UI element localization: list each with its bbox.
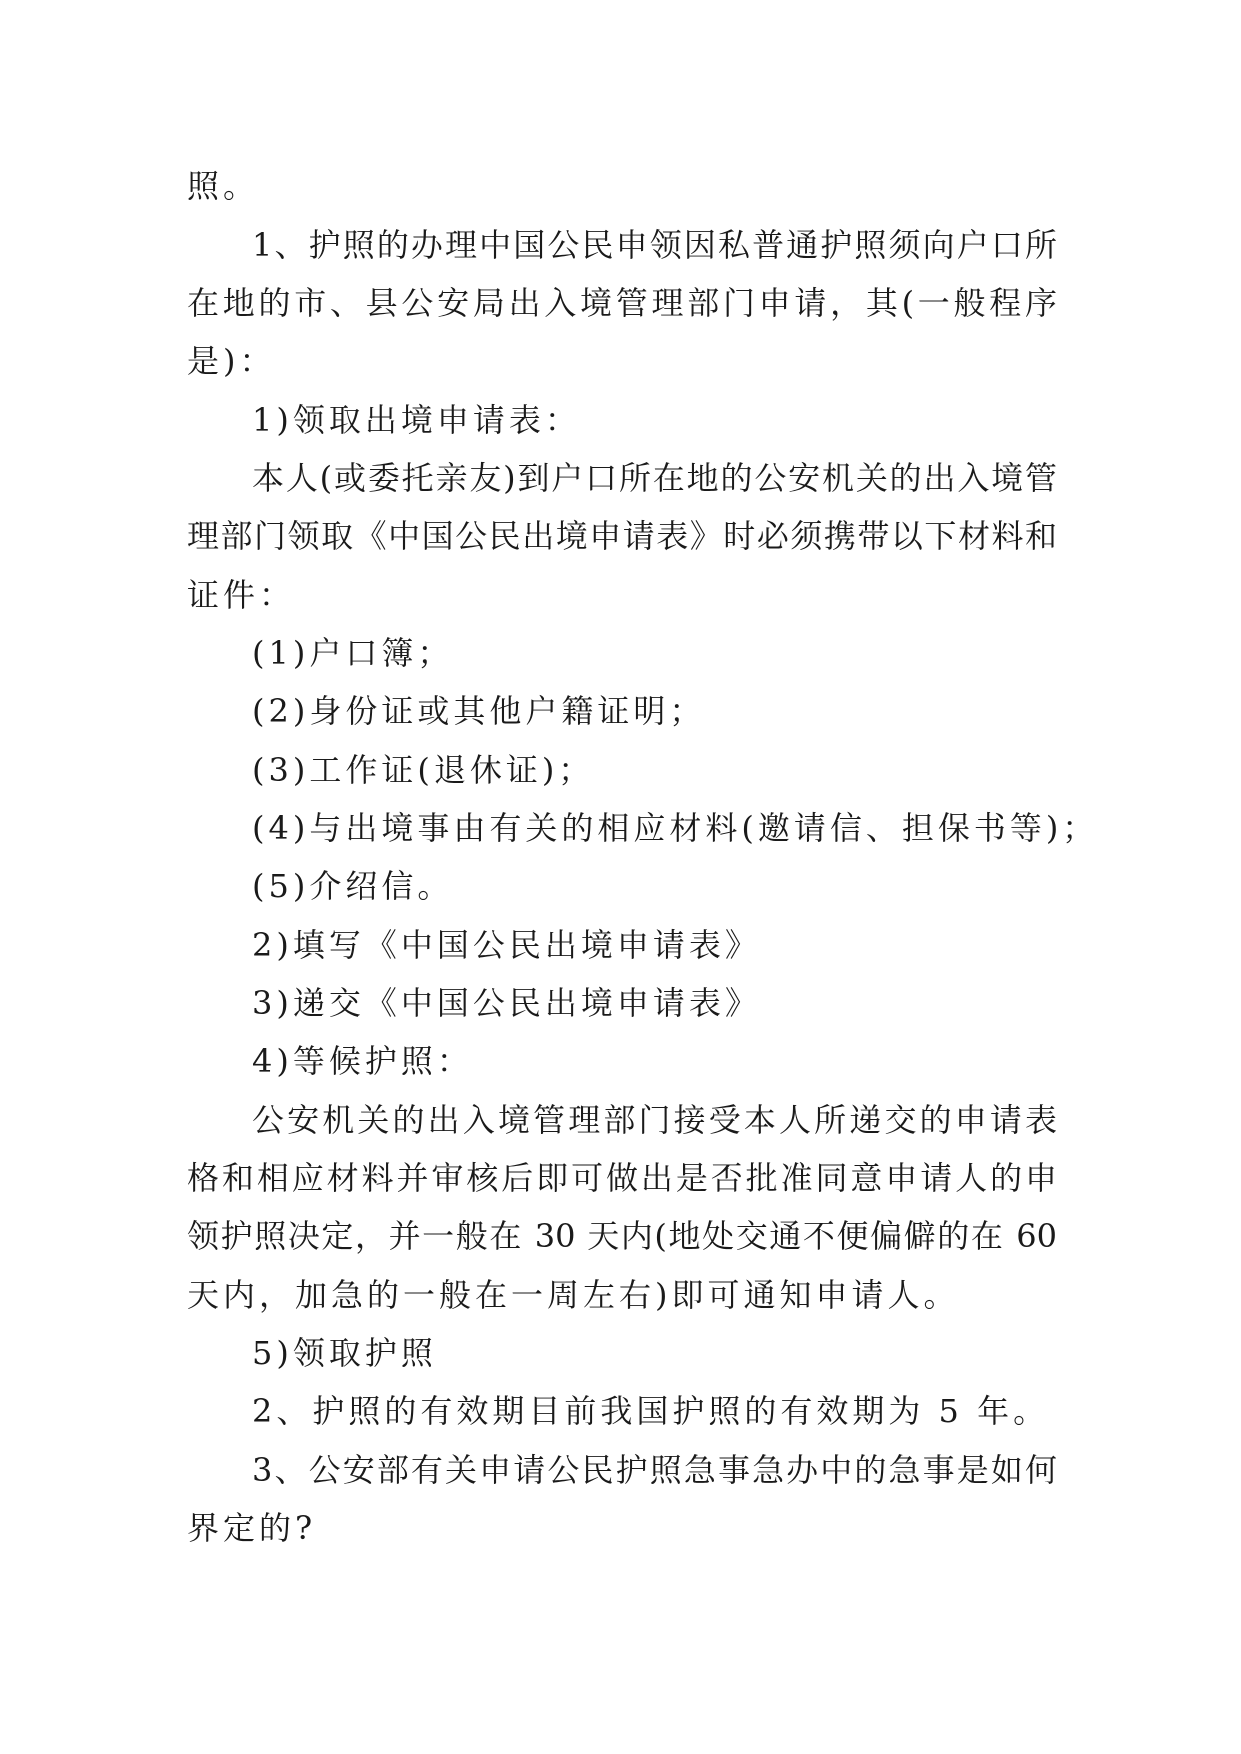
text-line: 公安机关的出入境管理部门接受本人所递交的申请表: [252, 1101, 1057, 1139]
text-line: (3)工作证(退休证)；: [252, 751, 595, 789]
text-line: 理部门领取《中国公民出境申请表》时必须携带以下材料和: [187, 517, 1057, 555]
text-line: 5)领取护照: [252, 1334, 437, 1372]
text-line: (1)户口簿；: [252, 634, 454, 672]
text-line: (4)与出境事由有关的相应材料(邀请信、担保书等)；: [252, 809, 1099, 847]
text-line: (5)介绍信。: [252, 867, 454, 905]
text-line: 格和相应材料并审核后即可做出是否批准同意申请人的申: [187, 1159, 1057, 1197]
text-line: 3)递交《中国公民出境申请表》: [252, 984, 761, 1022]
text-line: 1)领取出境申请表：: [252, 401, 581, 439]
text-line: 照。: [187, 167, 260, 205]
text-line: 证件：: [187, 576, 296, 614]
text-line: (2)身份证或其他户籍证明；: [252, 692, 706, 730]
text-line: 在地的市、县公安局出入境管理部门申请，其(一般程序: [187, 284, 1057, 322]
text-line: 领护照决定，并一般在 30 天内(地处交通不便偏僻的在 60: [187, 1217, 1057, 1255]
text-line: 2、护照的有效期目前我国护照的有效期为 5 年。: [252, 1392, 1050, 1430]
text-line: 是)：: [187, 342, 276, 380]
text-line: 4)等候护照：: [252, 1042, 473, 1080]
text-line: 天内，加急的一般在一周左右)即可通知申请人。: [187, 1276, 960, 1314]
text-line: 1、护照的办理中国公民申领因私普通护照须向户口所: [252, 226, 1057, 264]
text-line: 界定的?: [187, 1509, 317, 1547]
text-line: 本人(或委托亲友)到户口所在地的公安机关的出入境管: [252, 459, 1057, 497]
text-line: 3、公安部有关申请公民护照急事急办中的急事是如何: [252, 1451, 1057, 1489]
text-line: 2)填写《中国公民出境申请表》: [252, 926, 761, 964]
